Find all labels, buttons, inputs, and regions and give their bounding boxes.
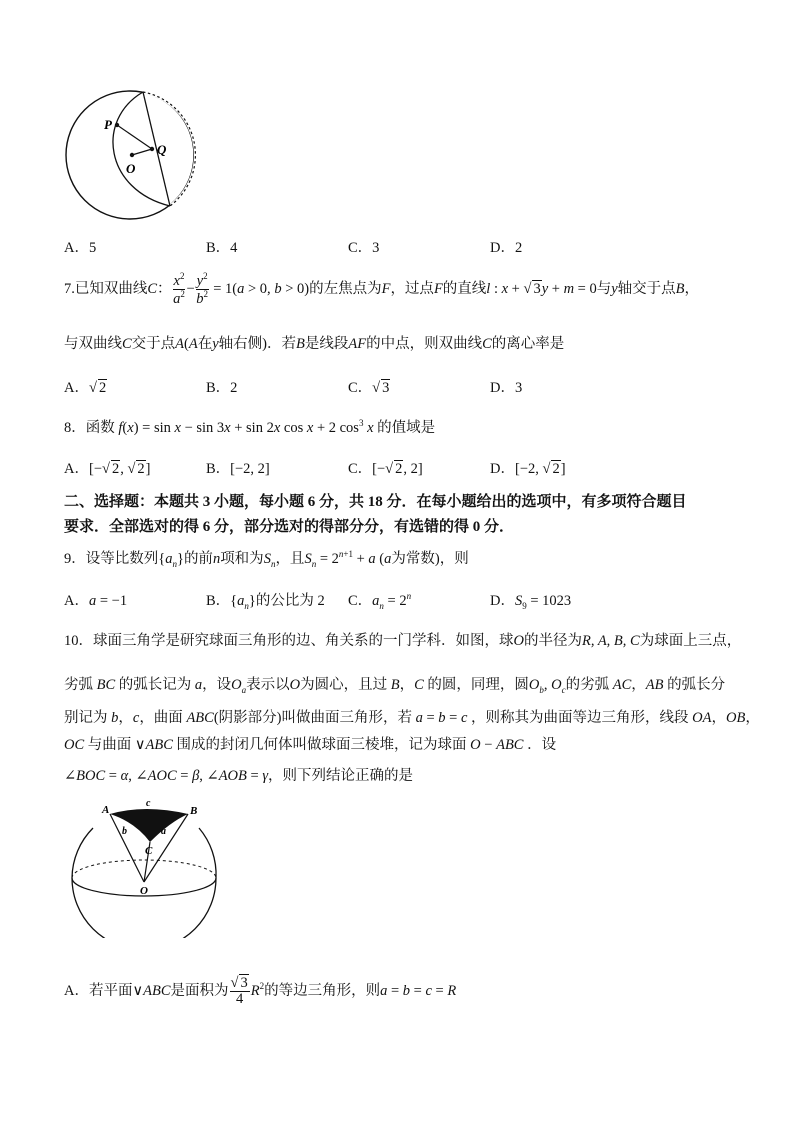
label-arc-b: b xyxy=(122,826,127,837)
q6-option-b: B．4 xyxy=(206,240,238,256)
q10-line-4: OC 与曲面 ∨ABC 围成的封闭几何体叫做球面三棱堆，记为球面 O − ABC ．设 xyxy=(64,737,557,753)
q10-option-a: A．若平面∨ABC是面积为 $\frac{√ 3}{4}$ $R^2$的等边三角形，则a = b = c = R xyxy=(64,975,457,1008)
q7-line-1: 7.已知双曲线C： $\frac{x^2}{a^2}$ − $\frac{y^2}{b^2}$ = 1(a > 0, b > 0)的左焦点为F，过点F的直线l : x + √ 3y + m = 0与y轴交于点B， xyxy=(64,271,700,307)
point-q xyxy=(150,147,154,151)
q7-option-d: D．3 xyxy=(490,380,523,396)
q6-option-c: C．3 xyxy=(348,240,380,256)
q10-line-1: 10．球面三角学是研究球面三角形的边、角关系的一门学科．如图，球O的半径为R, A, B, C为球面上三点， xyxy=(64,633,742,649)
label-b-point: B xyxy=(190,805,198,817)
equator-back xyxy=(72,860,216,878)
q7-line-2: 与双曲线C交于点A(A在y轴右侧)．若B是线段AF的中点，则双曲线C的离心率是 xyxy=(64,336,565,352)
q10-line-2: 劣弧 BC 的弧长记为 a，设$O_a$表示以O为圆心，且过 B，C 的圆，同理，圆$O_b$, $O_c$的劣弧 AC，AB 的弧长分 xyxy=(64,677,726,695)
q8-stem: 8．函数 f(x) = sin x − sin 3x + sin 2x cos x + 2 $\cos^3 x$ 的值域是 xyxy=(64,418,436,436)
q6-option-a: A．5 xyxy=(64,240,97,256)
q8-option-b: B．[−2, 2] xyxy=(206,461,270,477)
point-o xyxy=(130,153,134,157)
label-q: Q xyxy=(157,142,167,157)
segment-oq xyxy=(132,149,152,155)
q9-stem: 9．设等比数列$\{a_n\}$的前n项和为$S_n$，且$S_n = 2^{n+1} + a$ (a为常数)，则 xyxy=(64,549,469,569)
sphere-figure xyxy=(60,798,230,938)
label-arc-a: a xyxy=(161,826,166,837)
q7-option-c: C．√ 3 xyxy=(348,380,390,396)
q7-option-a: A．√ 2 xyxy=(64,380,107,396)
q8-option-c: C．[−√ 2, 2] xyxy=(348,461,423,477)
q8-option-a: A．[−√ 2, √ 2] xyxy=(64,461,151,477)
q6-option-d: D．2 xyxy=(490,240,523,256)
section2-heading-line1: 二、选择题：本题共 3 小题，每小题 6 分，共 18 分．在每小题给出的选项中，有多项符合题目 xyxy=(64,494,687,510)
label-p: P xyxy=(104,117,112,132)
q7-option-b: B．2 xyxy=(206,380,238,396)
q10-line-3: 别记为 b，c，曲面 ABC(阴影部分)叫做曲面三角形，若 a = b = c ，则称其为曲面等边三角形，线段 OA，OB， xyxy=(64,710,760,726)
q10-line-5: ∠BOC = α, ∠AOC = β, ∠AOB = γ，则下列结论正确的是 xyxy=(64,768,414,784)
label-a-point: A xyxy=(102,804,110,816)
point-p xyxy=(115,123,119,127)
section2-heading-line2: 要求．全部选对的得 6 分，部分选对的得部分分，有选错的得 0 分． xyxy=(64,519,515,535)
q9-option-c: C．$a_n = 2^n$ xyxy=(348,591,412,611)
q8-option-d: D．[−2, √ 2] xyxy=(490,461,566,477)
circle-arc-figure xyxy=(60,80,210,230)
segment-pq xyxy=(117,125,152,149)
q9-option-d: D．$S_9 = 1023$ xyxy=(490,593,572,611)
label-c-point: C xyxy=(145,845,153,857)
label-arc-c: c xyxy=(146,798,151,809)
q9-option-b: B．$\{a_n\}$的公比为 2 xyxy=(206,593,325,611)
label-o: O xyxy=(126,161,136,176)
q9-option-a: A．a = −1 xyxy=(64,593,128,609)
label-o-point: O xyxy=(140,885,148,897)
